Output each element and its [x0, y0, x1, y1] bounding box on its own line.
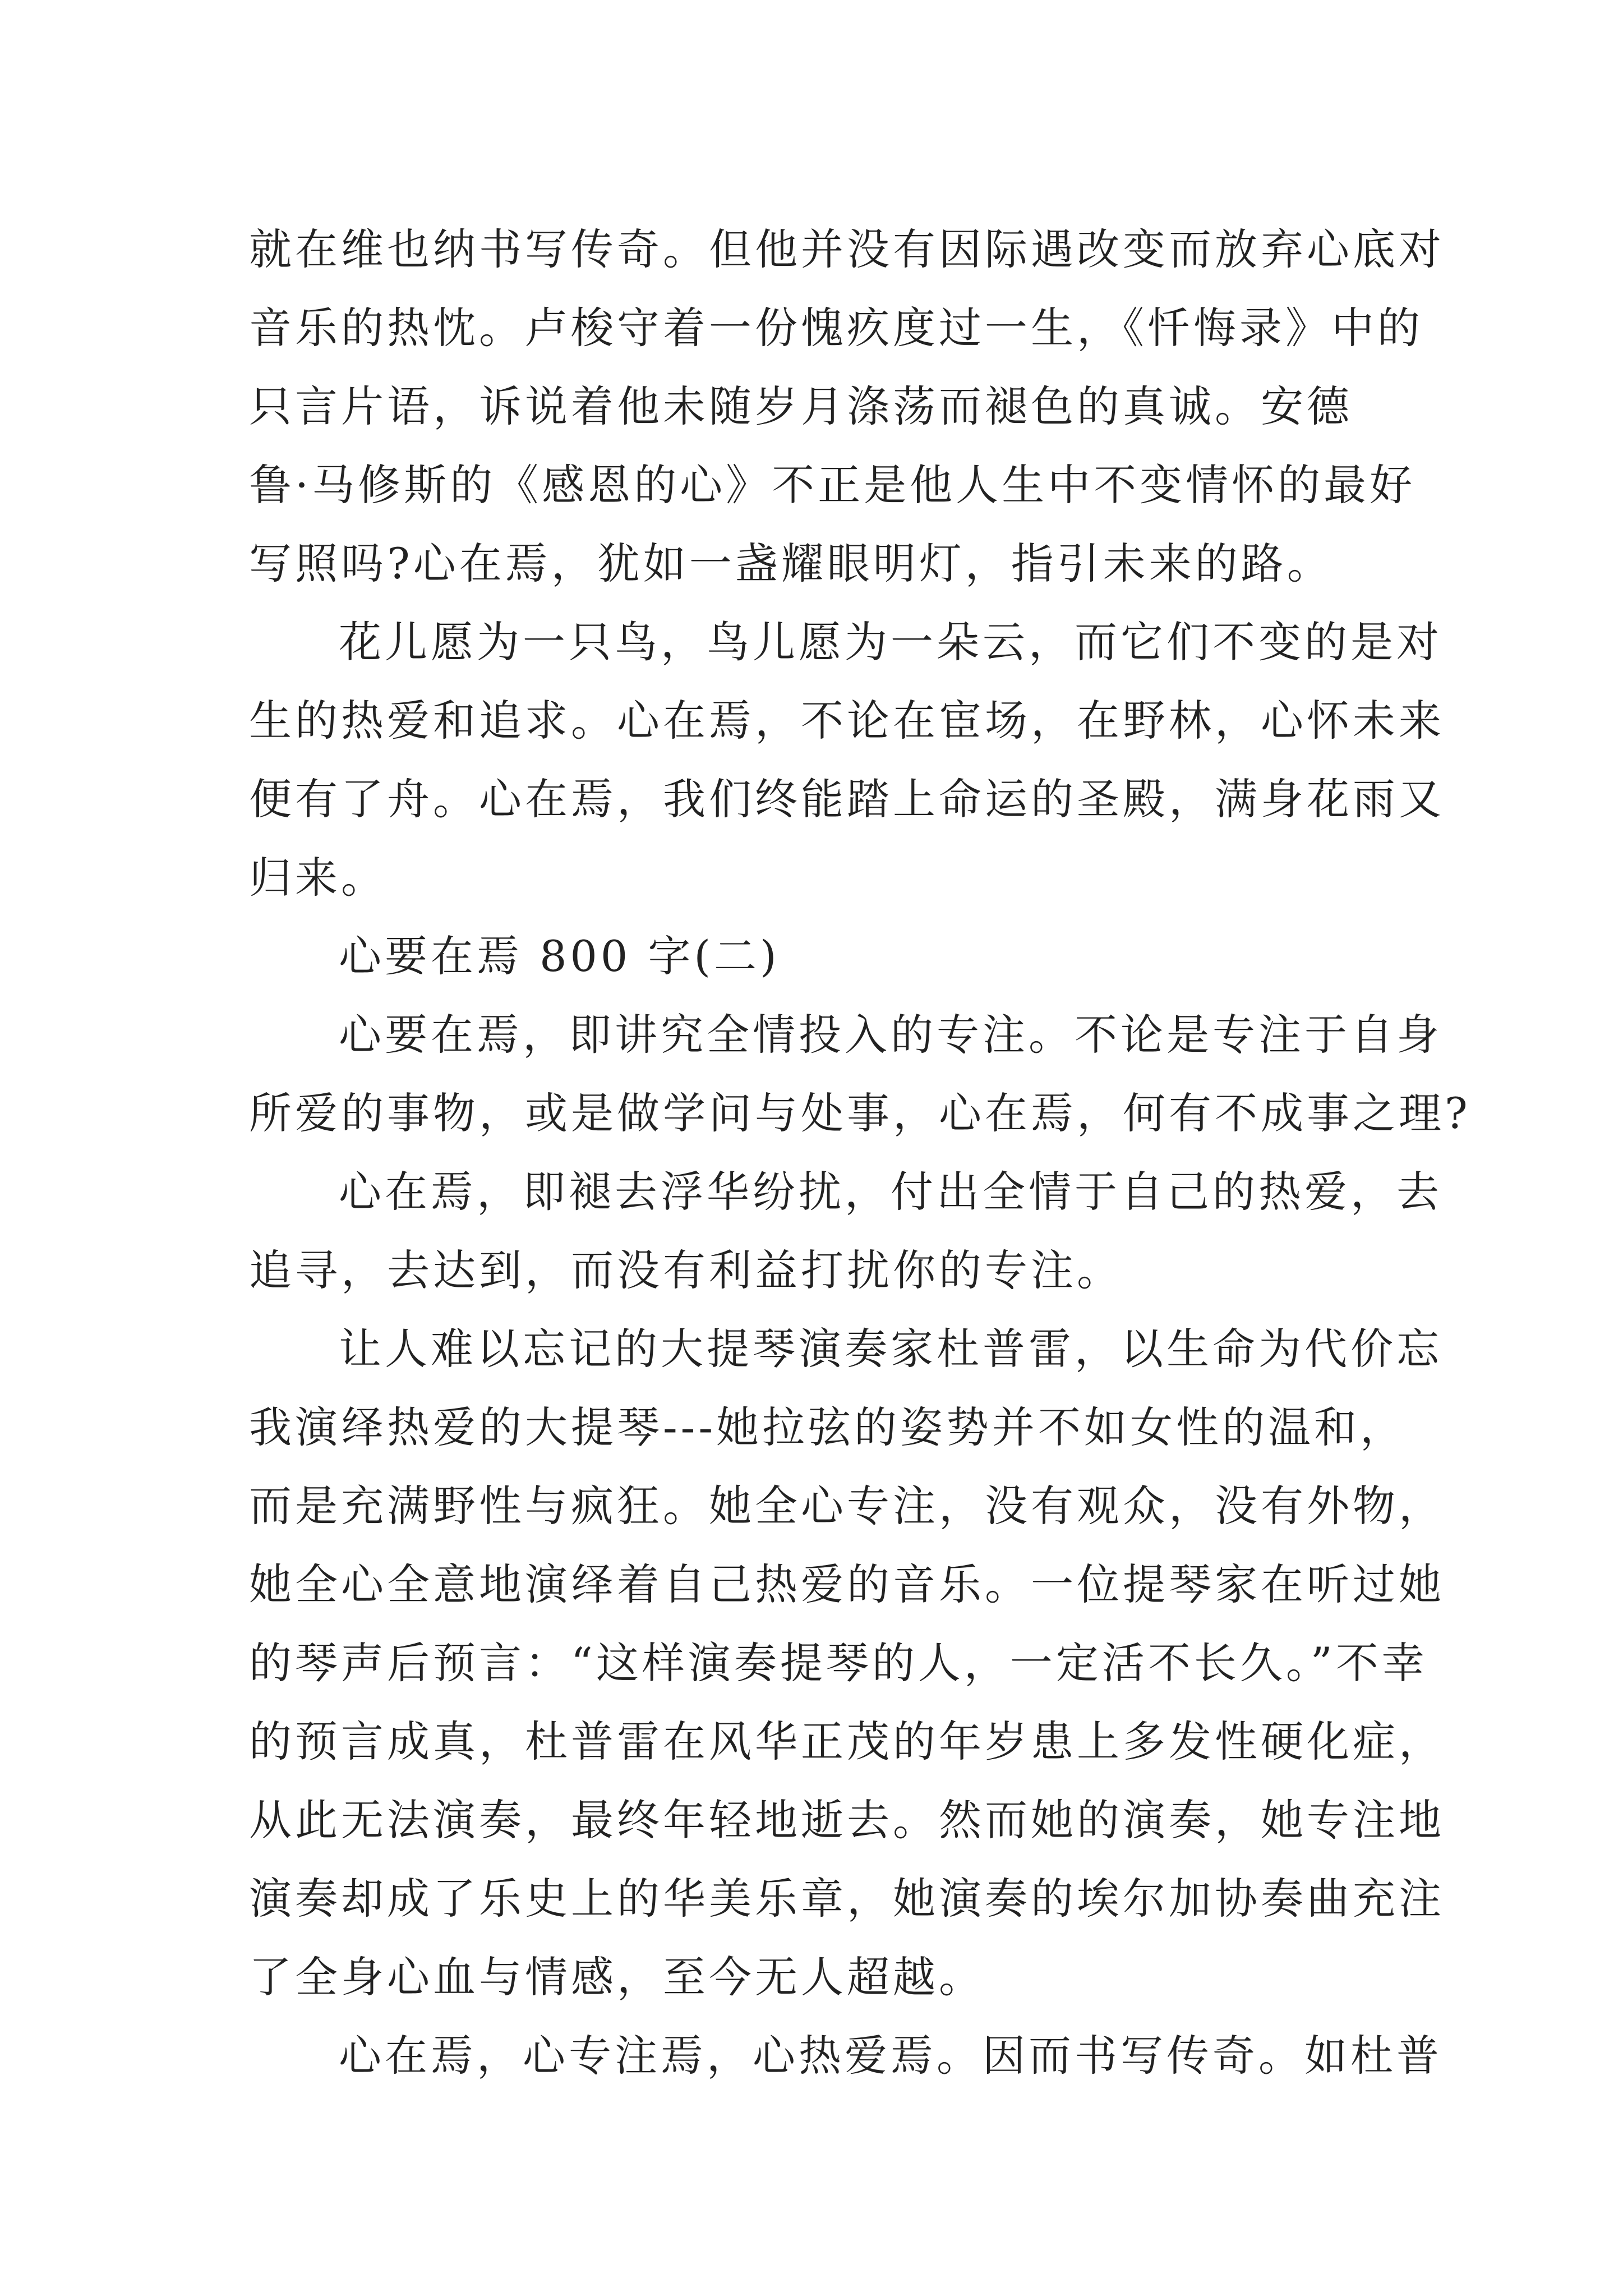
text-line: 了全身心血与情感，至今无人超越。 — [249, 1952, 985, 2002]
paragraph-start-line: 心在焉，即褪去浮华纷扰，付出全情于自己的热爱，去 — [339, 1167, 1442, 1217]
text-line: 归来。 — [249, 853, 387, 903]
text-line: 只言片语，诉说着他未随岁月涤荡而褪色的真诚。安德 — [249, 381, 1353, 431]
paragraph-start-line: 心在焉，心专注焉，心热爱焉。因而书写传奇。如杜普 — [339, 2031, 1442, 2081]
text-line: 演奏却成了乐史上的华美乐章，她演奏的埃尔加协奏曲充注 — [249, 1874, 1445, 1924]
text-line: 的琴声后预言：“这样演奏提琴的人，一定活不长久。”不幸 — [249, 1638, 1428, 1688]
section-heading: 心要在焉 800 字(二) — [339, 931, 780, 981]
text-line: 生的热爱和追求。心在焉，不论在宦场，在野林，心怀未来 — [249, 696, 1445, 746]
text-line: 而是充满野性与疯狂。她全心专注，没有观众，没有外物， — [249, 1481, 1445, 1531]
text-line: 她全心全意地演绎着自己热爱的音乐。一位提琴家在听过她 — [249, 1559, 1445, 1609]
text-line: 写照吗?心在焉，犹如一盏耀眼明灯，指引未来的路。 — [249, 539, 1333, 588]
text-line: 就在维也纳书写传奇。但他并没有因际遇改变而放弃心底对 — [249, 224, 1445, 274]
document-body — [249, 210, 1471, 2095]
text-line: 追寻，去达到，而没有利益打扰你的专注。 — [249, 1245, 1123, 1295]
paragraph-start-line: 让人难以忘记的大提琴演奏家杜普雷，以生命为代价忘 — [339, 1324, 1442, 1374]
text-line: 所爱的事物，或是做学问与处事，心在焉，何有不成事之理? — [249, 1088, 1471, 1138]
text-line: 的预言成真，杜普雷在风华正茂的年岁患上多发性硬化症， — [249, 1717, 1445, 1766]
text-line: 鲁·马修斯的《感恩的心》不正是他人生中不变情怀的最好 — [249, 460, 1416, 510]
text-line: 从此无法演奏，最终年轻地逝去。然而她的演奏，她专注地 — [249, 1795, 1445, 1845]
text-line: 我演绎热爱的大提琴---她拉弦的姿势并不如女性的温和， — [249, 1402, 1407, 1452]
text-line: 便有了舟。心在焉，我们终能踏上命运的圣殿，满身花雨又 — [249, 774, 1445, 824]
paragraph-start-line: 心要在焉，即讲究全情投入的专注。不论是专注于自身 — [339, 1010, 1442, 1060]
paragraph-start-line: 花儿愿为一只鸟，鸟儿愿为一朵云，而它们不变的是对 — [339, 617, 1442, 667]
text-line: 音乐的热忱。卢梭守着一份愧疚度过一生，《忏悔录》中的 — [249, 303, 1423, 353]
